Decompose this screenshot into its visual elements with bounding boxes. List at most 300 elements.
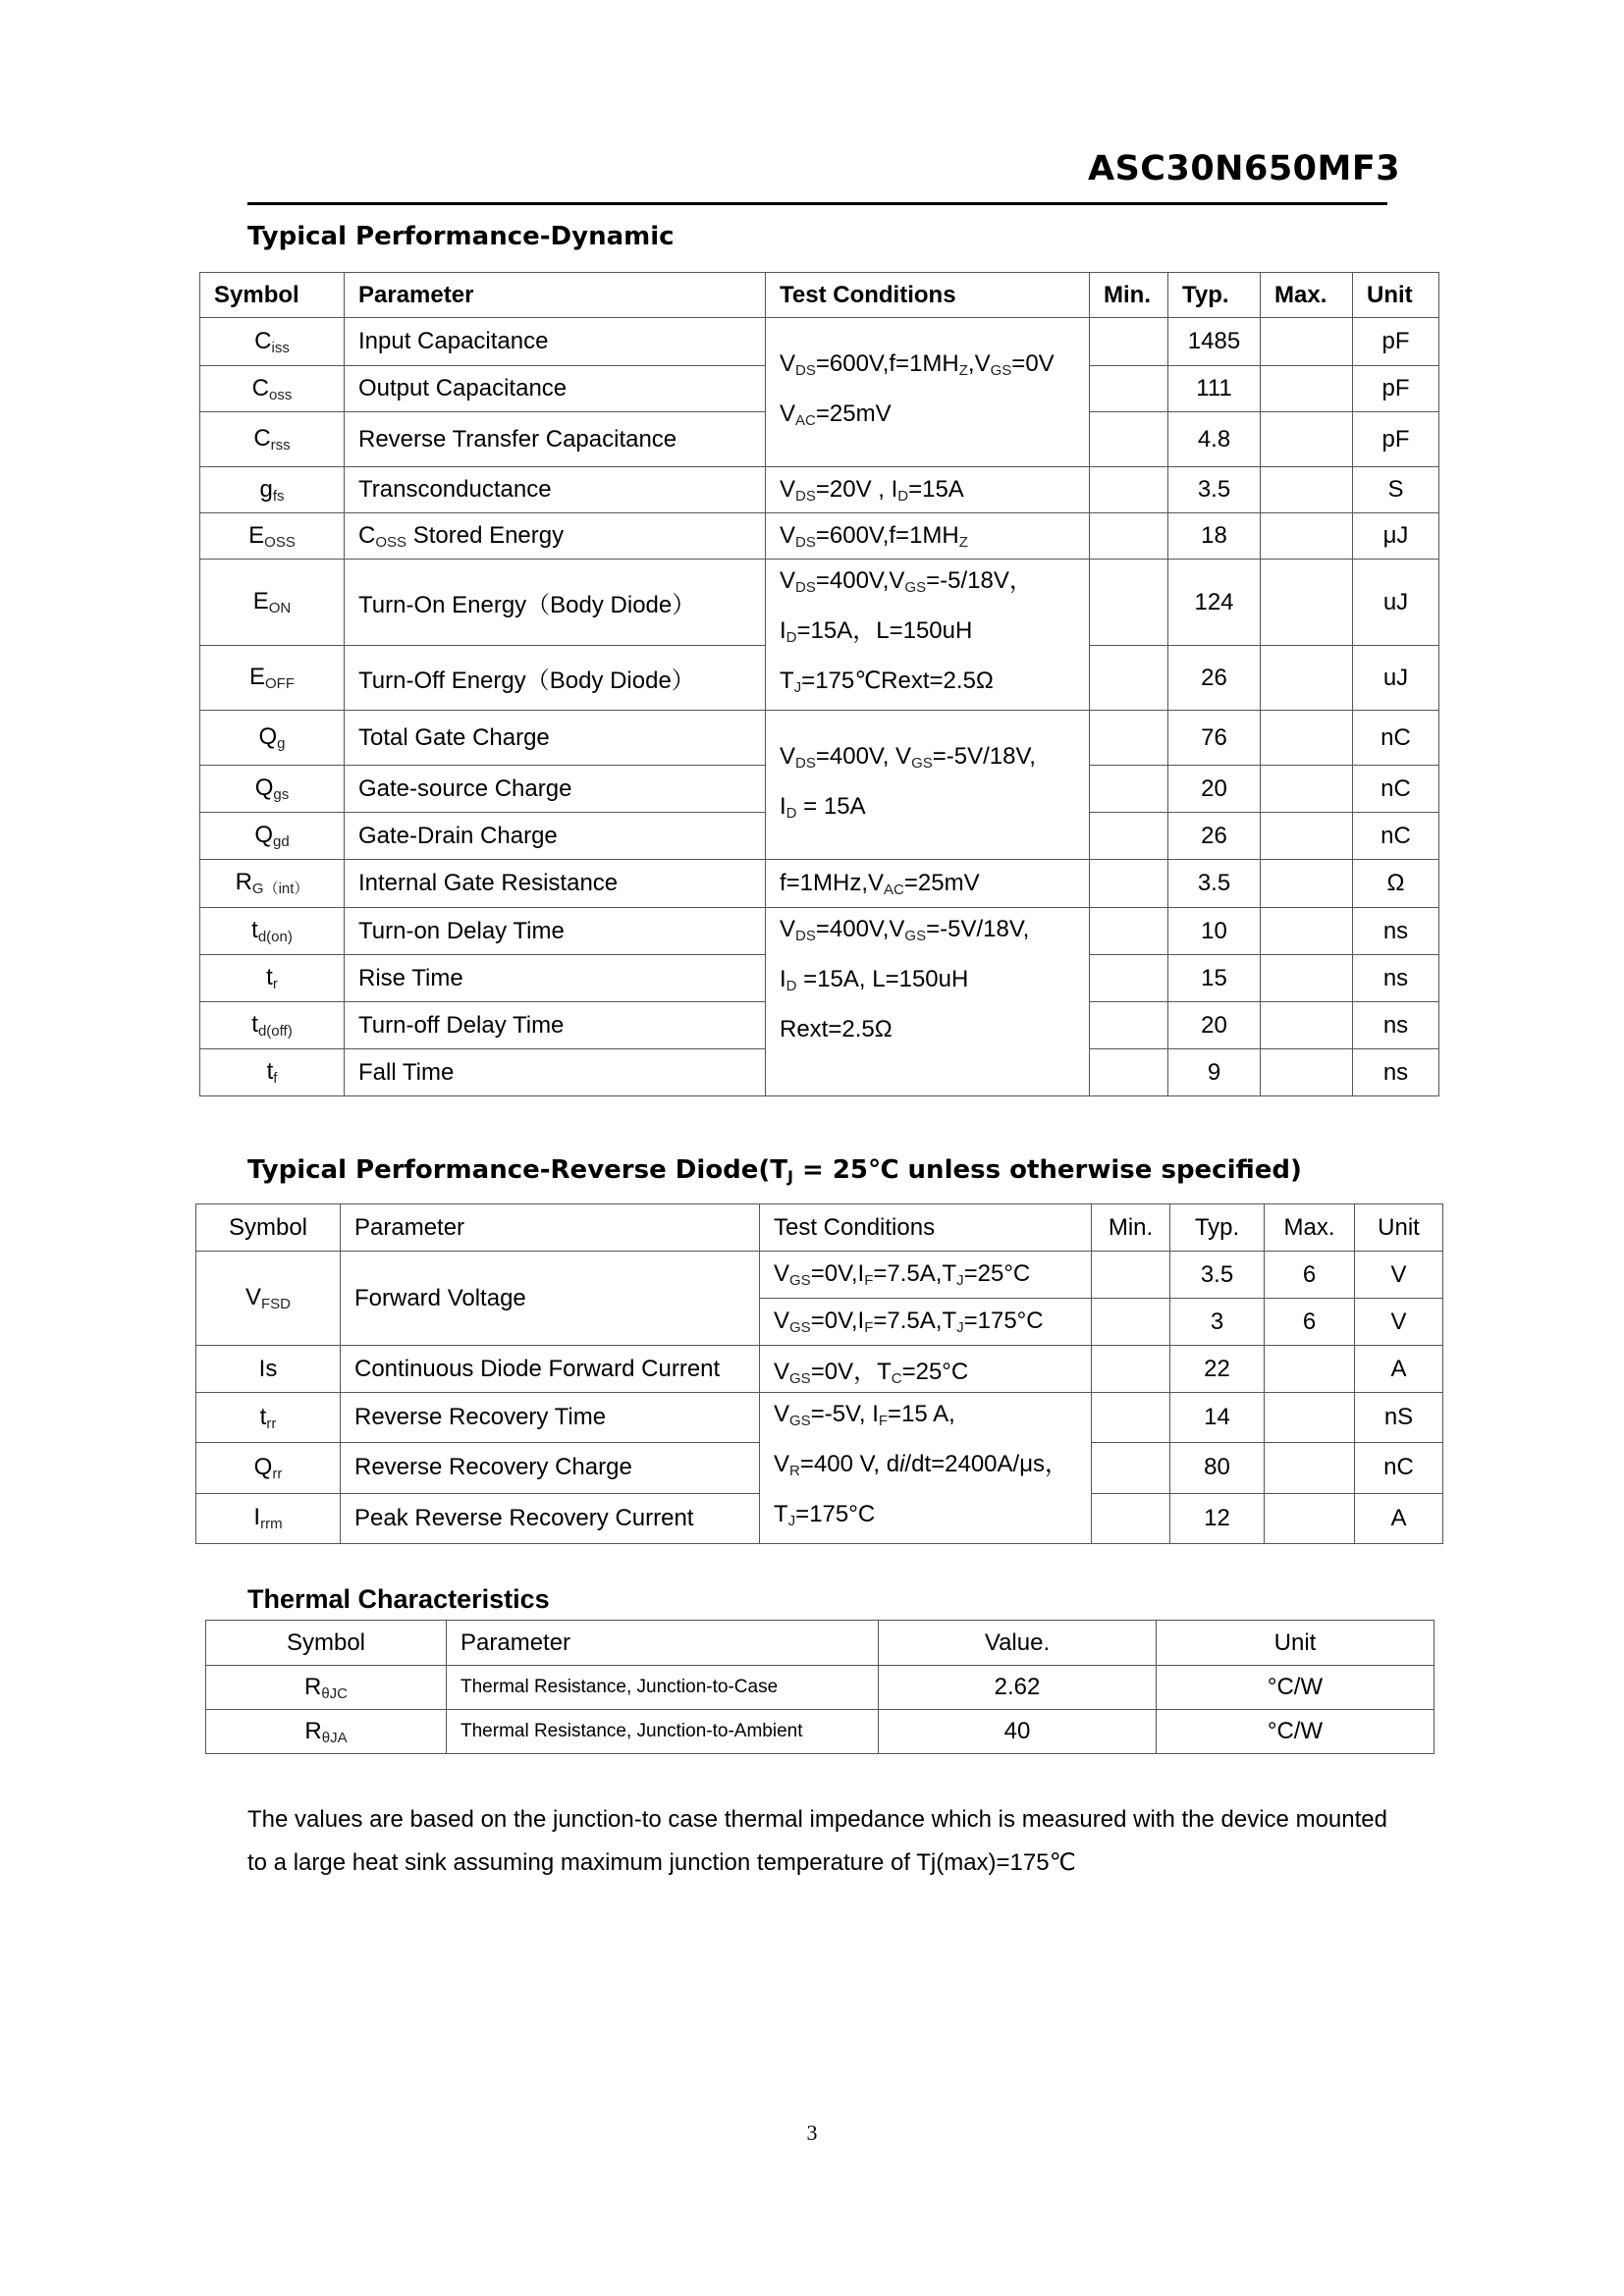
min-cell bbox=[1090, 1049, 1168, 1096]
header-symbol: Symbol bbox=[200, 273, 345, 318]
value-cell: 40 bbox=[879, 1710, 1157, 1754]
symbol-cell bbox=[200, 412, 345, 467]
symbol-cell bbox=[206, 1710, 447, 1754]
parameter-cell bbox=[345, 646, 766, 711]
parameter-cell bbox=[345, 560, 766, 646]
table-header-row bbox=[200, 273, 1439, 318]
typ-cell: 3.5 bbox=[1168, 467, 1261, 513]
symbol-subscript: d(on) bbox=[257, 929, 293, 945]
symbol-subscript: rr bbox=[272, 1465, 283, 1482]
condition-text: =0V，T bbox=[810, 1358, 892, 1385]
condition-text: =0V bbox=[1011, 349, 1055, 377]
unit-cell: pF bbox=[1353, 366, 1439, 412]
condition-text: T bbox=[780, 667, 794, 694]
title-text: = 25℃ unless otherwise specified) bbox=[792, 1155, 1302, 1185]
condition-subscript: D bbox=[897, 487, 909, 505]
min-cell bbox=[1090, 908, 1168, 955]
condition-text: V bbox=[780, 567, 796, 594]
table-row bbox=[200, 860, 1439, 908]
parameter-cell bbox=[345, 860, 766, 908]
typ-cell: 12 bbox=[1170, 1493, 1265, 1543]
condition-subscript: Z bbox=[958, 533, 968, 551]
max-cell bbox=[1261, 1049, 1353, 1096]
typ-cell: 3.5 bbox=[1168, 860, 1261, 908]
symbol-text: Q bbox=[254, 822, 273, 848]
test-conditions-cell bbox=[766, 318, 1090, 467]
symbol-subscript: rss bbox=[270, 437, 291, 454]
test-conditions-cell bbox=[760, 1252, 1092, 1299]
section-title-reverse-diode bbox=[247, 1155, 1302, 1186]
max-cell bbox=[1261, 513, 1353, 560]
symbol-text: C bbox=[253, 425, 271, 452]
unit-cell: A bbox=[1355, 1346, 1443, 1393]
header-test-conditions: Test Conditions bbox=[766, 273, 1090, 318]
condition-line bbox=[780, 870, 1089, 898]
parameter-cell bbox=[341, 1393, 760, 1443]
parameter-text: Turn-On Energy（Body Diode） bbox=[358, 592, 696, 619]
parameter-cell bbox=[345, 1002, 766, 1049]
min-cell bbox=[1090, 646, 1168, 711]
symbol-subscript: rrm bbox=[260, 1516, 283, 1533]
parameter-cell bbox=[345, 813, 766, 860]
section-title-dynamic: Typical Performance-Dynamic bbox=[247, 222, 675, 251]
table-header-row bbox=[196, 1204, 1443, 1252]
max-cell bbox=[1261, 766, 1353, 813]
parameter-text: Reverse Transfer Capacitance bbox=[358, 425, 677, 453]
condition-subscript: AC bbox=[884, 881, 904, 898]
condition-subscript: J bbox=[956, 1272, 964, 1289]
parameter-text: Continuous Diode Forward Current bbox=[354, 1355, 721, 1382]
condition-line bbox=[780, 560, 1089, 610]
unit-cell: °C/W bbox=[1157, 1710, 1435, 1754]
header-typ: Typ. bbox=[1170, 1204, 1265, 1252]
parameter-cell bbox=[341, 1346, 760, 1393]
condition-line bbox=[774, 1352, 1091, 1387]
symbol-cell bbox=[206, 1666, 447, 1710]
symbol-text: E bbox=[248, 664, 265, 691]
symbol-text: R bbox=[235, 869, 252, 895]
unit-cell: A bbox=[1355, 1493, 1443, 1543]
symbol-text: Q bbox=[254, 774, 274, 801]
symbol-text: Is bbox=[258, 1355, 278, 1382]
table-row bbox=[196, 1393, 1443, 1443]
test-conditions-cell bbox=[766, 711, 1090, 860]
title-text: Typical Performance-Reverse Diode(T bbox=[247, 1155, 787, 1185]
parameter-cell bbox=[345, 711, 766, 766]
condition-subscript: F bbox=[864, 1319, 874, 1336]
table-row bbox=[200, 711, 1439, 766]
section-title-thermal: Thermal Characteristics bbox=[247, 1584, 550, 1614]
symbol-subscript: OSS bbox=[264, 533, 296, 551]
symbol-cell bbox=[200, 646, 345, 711]
parameter-cell bbox=[345, 513, 766, 560]
condition-line bbox=[780, 610, 1089, 660]
table-row bbox=[206, 1710, 1435, 1754]
min-cell bbox=[1092, 1493, 1170, 1543]
header-unit: Unit bbox=[1353, 273, 1439, 318]
condition-text: V bbox=[774, 1308, 790, 1334]
symbol-cell bbox=[200, 1049, 345, 1096]
header-max: Max. bbox=[1261, 273, 1353, 318]
parameter-text: Transconductance bbox=[358, 476, 552, 503]
typ-cell: 26 bbox=[1168, 813, 1261, 860]
parameter-cell bbox=[345, 467, 766, 513]
condition-line bbox=[780, 735, 1089, 785]
symbol-subscript: iss bbox=[271, 339, 290, 356]
parameter-cell bbox=[341, 1493, 760, 1543]
parameter-cell bbox=[345, 366, 766, 412]
header-typ: Typ. bbox=[1168, 273, 1261, 318]
condition-text: =25mV bbox=[903, 869, 980, 896]
parameter-text: Internal Gate Resistance bbox=[358, 870, 619, 896]
unit-cell: V bbox=[1355, 1252, 1443, 1299]
max-cell bbox=[1261, 860, 1353, 908]
footnote: The values are based on the junction-to case thermal impedance which is measured with the device mounted to a large heat sink assuming maximum junction temperature of Tj(max)=175℃ bbox=[247, 1806, 1387, 1876]
condition-text: =-5V, I bbox=[810, 1401, 879, 1427]
unit-cell: °C/W bbox=[1157, 1666, 1435, 1710]
symbol-cell bbox=[200, 366, 345, 412]
unit-cell: uJ bbox=[1353, 646, 1439, 711]
condition-text: =-5V/18V, bbox=[932, 742, 1036, 770]
condition-line bbox=[780, 343, 1089, 393]
condition-text: =15A, L=150uH bbox=[796, 966, 969, 992]
symbol-cell bbox=[196, 1252, 341, 1346]
symbol-text: t bbox=[251, 917, 258, 943]
typ-cell: 15 bbox=[1168, 955, 1261, 1002]
condition-subscript: C bbox=[891, 1369, 902, 1387]
parameter-text: Gate-source Charge bbox=[358, 774, 572, 802]
parameter-text: Thermal Resistance, Junction-to-Case bbox=[460, 1677, 779, 1697]
symbol-cell bbox=[200, 860, 345, 908]
parameter-text: Rise Time bbox=[358, 964, 463, 991]
parameter-text: C bbox=[358, 521, 376, 549]
symbol-cell bbox=[200, 560, 345, 646]
parameter-cell bbox=[345, 908, 766, 955]
condition-subscript: D bbox=[785, 978, 797, 994]
page-number: 3 bbox=[806, 2120, 818, 2145]
unit-cell: pF bbox=[1353, 318, 1439, 366]
typ-cell: 3.5 bbox=[1170, 1252, 1265, 1299]
symbol-subscript: g bbox=[277, 735, 286, 752]
condition-text: f=1MHz,V bbox=[780, 869, 885, 896]
max-cell bbox=[1261, 955, 1353, 1002]
test-conditions-cell bbox=[766, 513, 1090, 560]
condition-line bbox=[780, 393, 1089, 443]
unit-cell: Ω bbox=[1353, 860, 1439, 908]
header-parameter: Parameter bbox=[345, 273, 766, 318]
dynamic-table bbox=[199, 272, 1439, 1096]
condition-line bbox=[780, 522, 1089, 551]
condition-line bbox=[774, 1443, 1091, 1493]
header-value: Value. bbox=[879, 1621, 1157, 1666]
symbol-subscript: FSD bbox=[261, 1296, 291, 1312]
condition-line bbox=[774, 1260, 1091, 1289]
condition-text: =0V,I bbox=[810, 1308, 865, 1334]
header-max: Max. bbox=[1265, 1204, 1355, 1252]
condition-text: V bbox=[780, 916, 796, 942]
typ-cell: 14 bbox=[1170, 1393, 1265, 1443]
min-cell bbox=[1090, 318, 1168, 366]
condition-line bbox=[780, 1008, 1089, 1051]
max-cell bbox=[1261, 318, 1353, 366]
typ-cell: 20 bbox=[1168, 766, 1261, 813]
symbol-text: E bbox=[248, 521, 265, 549]
condition-line bbox=[774, 1393, 1091, 1443]
max-cell bbox=[1261, 646, 1353, 711]
symbol-text: Q bbox=[253, 1453, 273, 1480]
symbol-subscript: ON bbox=[268, 600, 292, 617]
typ-cell: 80 bbox=[1170, 1443, 1265, 1493]
symbol-cell bbox=[200, 813, 345, 860]
condition-text: =25°C bbox=[963, 1260, 1031, 1287]
symbol-text: t bbox=[251, 1011, 258, 1038]
condition-text: =175°C bbox=[963, 1308, 1044, 1334]
test-conditions-cell bbox=[766, 908, 1090, 1096]
header-rule bbox=[247, 202, 1387, 205]
condition-subscript: GS bbox=[789, 1413, 811, 1429]
condition-text: V bbox=[774, 1451, 790, 1477]
parameter-text: Reverse Recovery Charge bbox=[354, 1454, 632, 1481]
test-conditions-cell bbox=[766, 860, 1090, 908]
symbol-text: I bbox=[253, 1504, 261, 1531]
condition-subscript: J bbox=[956, 1319, 964, 1336]
symbol-text: t bbox=[266, 964, 273, 990]
reverse-diode-table bbox=[195, 1203, 1443, 1544]
symbol-text: C bbox=[251, 374, 269, 401]
condition-subscript: GS bbox=[904, 928, 927, 944]
symbol-text: V bbox=[244, 1284, 261, 1310]
unit-cell: ns bbox=[1353, 908, 1439, 955]
min-cell bbox=[1090, 412, 1168, 467]
min-cell bbox=[1090, 766, 1168, 813]
condition-text: =15A bbox=[908, 475, 964, 503]
symbol-text: g bbox=[259, 475, 273, 503]
max-cell bbox=[1261, 560, 1353, 646]
header-parameter: Parameter bbox=[447, 1621, 879, 1666]
symbol-cell bbox=[200, 1002, 345, 1049]
condition-subscript: GS bbox=[990, 361, 1012, 379]
symbol-text: R bbox=[304, 1717, 322, 1744]
condition-text: =15 A, bbox=[888, 1401, 955, 1427]
condition-line bbox=[774, 1493, 1091, 1543]
condition-subscript: DS bbox=[795, 533, 816, 551]
parameter-text: Turn-Off Energy（Body Diode） bbox=[358, 667, 695, 695]
table-row bbox=[206, 1666, 1435, 1710]
table-header-row bbox=[206, 1621, 1435, 1666]
min-cell bbox=[1090, 860, 1168, 908]
test-conditions-cell bbox=[760, 1346, 1092, 1393]
symbol-cell bbox=[200, 711, 345, 766]
symbol-subscript: gd bbox=[272, 833, 290, 850]
typ-cell: 1485 bbox=[1168, 318, 1261, 366]
symbol-text: R bbox=[303, 1673, 322, 1700]
typ-cell: 111 bbox=[1168, 366, 1261, 412]
unit-cell: nC bbox=[1353, 766, 1439, 813]
condition-line bbox=[780, 785, 1089, 835]
condition-text: =600V,f=1MH bbox=[815, 349, 959, 377]
symbol-text: E bbox=[252, 588, 269, 615]
condition-text: =-5V/18V, bbox=[926, 916, 1030, 942]
test-conditions-cell bbox=[766, 467, 1090, 513]
condition-text: T bbox=[774, 1501, 788, 1527]
unit-cell: S bbox=[1353, 467, 1439, 513]
condition-subscript: DS bbox=[795, 487, 816, 505]
condition-line bbox=[774, 1308, 1091, 1336]
min-cell bbox=[1090, 711, 1168, 766]
condition-subscript: DS bbox=[795, 928, 816, 944]
condition-text: V bbox=[780, 475, 796, 503]
condition-subscript: GS bbox=[789, 1369, 811, 1387]
condition-subscript: GS bbox=[789, 1272, 811, 1289]
test-conditions-cell bbox=[760, 1393, 1092, 1544]
symbol-subscript: d(off) bbox=[257, 1023, 293, 1040]
table-row bbox=[196, 1252, 1443, 1299]
parameter-cell bbox=[345, 1049, 766, 1096]
condition-text: =175°C bbox=[795, 1501, 876, 1527]
max-cell bbox=[1265, 1493, 1355, 1543]
min-cell bbox=[1090, 813, 1168, 860]
condition-text: /dt=2400A/μs， bbox=[904, 1451, 1069, 1477]
unit-cell: nC bbox=[1353, 711, 1439, 766]
min-cell bbox=[1092, 1299, 1170, 1346]
table-row bbox=[200, 467, 1439, 513]
condition-text: =7.5A,T bbox=[873, 1308, 957, 1334]
parameter-cell bbox=[447, 1666, 879, 1710]
typ-cell: 124 bbox=[1168, 560, 1261, 646]
max-cell bbox=[1261, 1002, 1353, 1049]
unit-cell: nC bbox=[1355, 1443, 1443, 1493]
condition-text: =15A，L=150uH bbox=[796, 617, 973, 644]
typ-cell: 18 bbox=[1168, 513, 1261, 560]
title-subscript: J bbox=[786, 1167, 793, 1186]
max-cell bbox=[1261, 908, 1353, 955]
symbol-subscript: G（int） bbox=[251, 881, 309, 897]
condition-text: =25mV bbox=[815, 400, 892, 427]
symbol-subscript: f bbox=[273, 1070, 278, 1087]
condition-text: V bbox=[780, 400, 796, 427]
max-cell bbox=[1261, 467, 1353, 513]
parameter-text: Thermal Resistance, Junction-to-Ambient bbox=[460, 1721, 803, 1741]
max-cell: 6 bbox=[1265, 1299, 1355, 1346]
unit-cell: ns bbox=[1353, 1049, 1439, 1096]
condition-text: V bbox=[774, 1401, 790, 1427]
min-cell bbox=[1092, 1252, 1170, 1299]
unit-cell: V bbox=[1355, 1299, 1443, 1346]
symbol-subscript: fs bbox=[272, 487, 285, 505]
condition-text: V bbox=[774, 1358, 790, 1385]
max-cell bbox=[1261, 813, 1353, 860]
max-cell: 6 bbox=[1265, 1252, 1355, 1299]
symbol-subscript: oss bbox=[269, 386, 293, 403]
parameter-cell bbox=[345, 318, 766, 366]
symbol-subscript: θJA bbox=[321, 1729, 348, 1746]
test-conditions-cell bbox=[760, 1299, 1092, 1346]
condition-subscript: GS bbox=[904, 579, 927, 596]
symbol-text: Q bbox=[258, 723, 278, 750]
condition-text: =400V,V bbox=[815, 567, 905, 594]
table-row bbox=[200, 908, 1439, 955]
typ-cell: 4.8 bbox=[1168, 412, 1261, 467]
table-row bbox=[200, 318, 1439, 366]
unit-cell: pF bbox=[1353, 412, 1439, 467]
unit-cell: ns bbox=[1353, 1002, 1439, 1049]
condition-subscript: GS bbox=[911, 754, 933, 772]
typ-cell: 22 bbox=[1170, 1346, 1265, 1393]
parameter-text: Turn-on Delay Time bbox=[358, 917, 565, 944]
symbol-cell bbox=[200, 955, 345, 1002]
unit-cell: uJ bbox=[1353, 560, 1439, 646]
symbol-cell bbox=[200, 908, 345, 955]
condition-text: =175℃Rext=2.5Ω bbox=[801, 667, 994, 694]
header-symbol: Symbol bbox=[206, 1621, 447, 1666]
condition-text: V bbox=[774, 1260, 790, 1287]
max-cell bbox=[1265, 1393, 1355, 1443]
parameter-text: Gate-Drain Charge bbox=[358, 822, 558, 849]
condition-text: i bbox=[899, 1451, 905, 1477]
parameter-cell bbox=[341, 1443, 760, 1493]
min-cell bbox=[1092, 1443, 1170, 1493]
max-cell bbox=[1261, 412, 1353, 467]
condition-line bbox=[780, 958, 1089, 1008]
header-unit: Unit bbox=[1355, 1204, 1443, 1252]
symbol-cell bbox=[200, 766, 345, 813]
min-cell bbox=[1092, 1346, 1170, 1393]
min-cell bbox=[1090, 513, 1168, 560]
parameter-cell bbox=[345, 955, 766, 1002]
max-cell bbox=[1261, 366, 1353, 412]
condition-text: I bbox=[780, 617, 786, 644]
symbol-subscript: gs bbox=[273, 786, 290, 803]
parameter-text: Peak Reverse Recovery Current bbox=[354, 1504, 694, 1531]
condition-subscript: F bbox=[878, 1413, 889, 1429]
parameter-cell bbox=[345, 412, 766, 467]
unit-cell: nC bbox=[1353, 813, 1439, 860]
parameter-text: Total Gate Charge bbox=[358, 723, 550, 751]
parameter-cell bbox=[345, 766, 766, 813]
symbol-cell bbox=[200, 467, 345, 513]
symbol-subscript: θJC bbox=[321, 1684, 349, 1702]
condition-subscript: D bbox=[785, 629, 797, 646]
table-row bbox=[200, 513, 1439, 560]
condition-subscript: J bbox=[793, 679, 802, 696]
header-min: Min. bbox=[1090, 273, 1168, 318]
typ-cell: 26 bbox=[1168, 646, 1261, 711]
symbol-text: C bbox=[254, 327, 272, 354]
unit-cell: μJ bbox=[1353, 513, 1439, 560]
parameter-cell bbox=[447, 1710, 879, 1754]
condition-text: = 15A bbox=[796, 792, 866, 820]
parameter-cell bbox=[341, 1252, 760, 1346]
test-conditions-cell bbox=[766, 560, 1090, 711]
min-cell bbox=[1090, 560, 1168, 646]
condition-subscript: D bbox=[785, 804, 797, 822]
condition-text: =400V, V bbox=[815, 742, 912, 770]
condition-subscript: DS bbox=[795, 579, 816, 596]
min-cell bbox=[1090, 955, 1168, 1002]
symbol-text: t bbox=[266, 1058, 274, 1085]
header-test-conditions: Test Conditions bbox=[760, 1204, 1092, 1252]
parameter-subscript: OSS bbox=[375, 533, 407, 551]
symbol-cell bbox=[196, 1393, 341, 1443]
table-row bbox=[196, 1346, 1443, 1393]
table-row bbox=[200, 560, 1439, 646]
symbol-subscript: rr bbox=[266, 1415, 277, 1432]
min-cell bbox=[1090, 1002, 1168, 1049]
unit-cell: ns bbox=[1353, 955, 1439, 1002]
max-cell bbox=[1261, 711, 1353, 766]
symbol-subscript: OFF bbox=[265, 675, 295, 693]
parameter-text: Turn-off Delay Time bbox=[358, 1011, 565, 1039]
